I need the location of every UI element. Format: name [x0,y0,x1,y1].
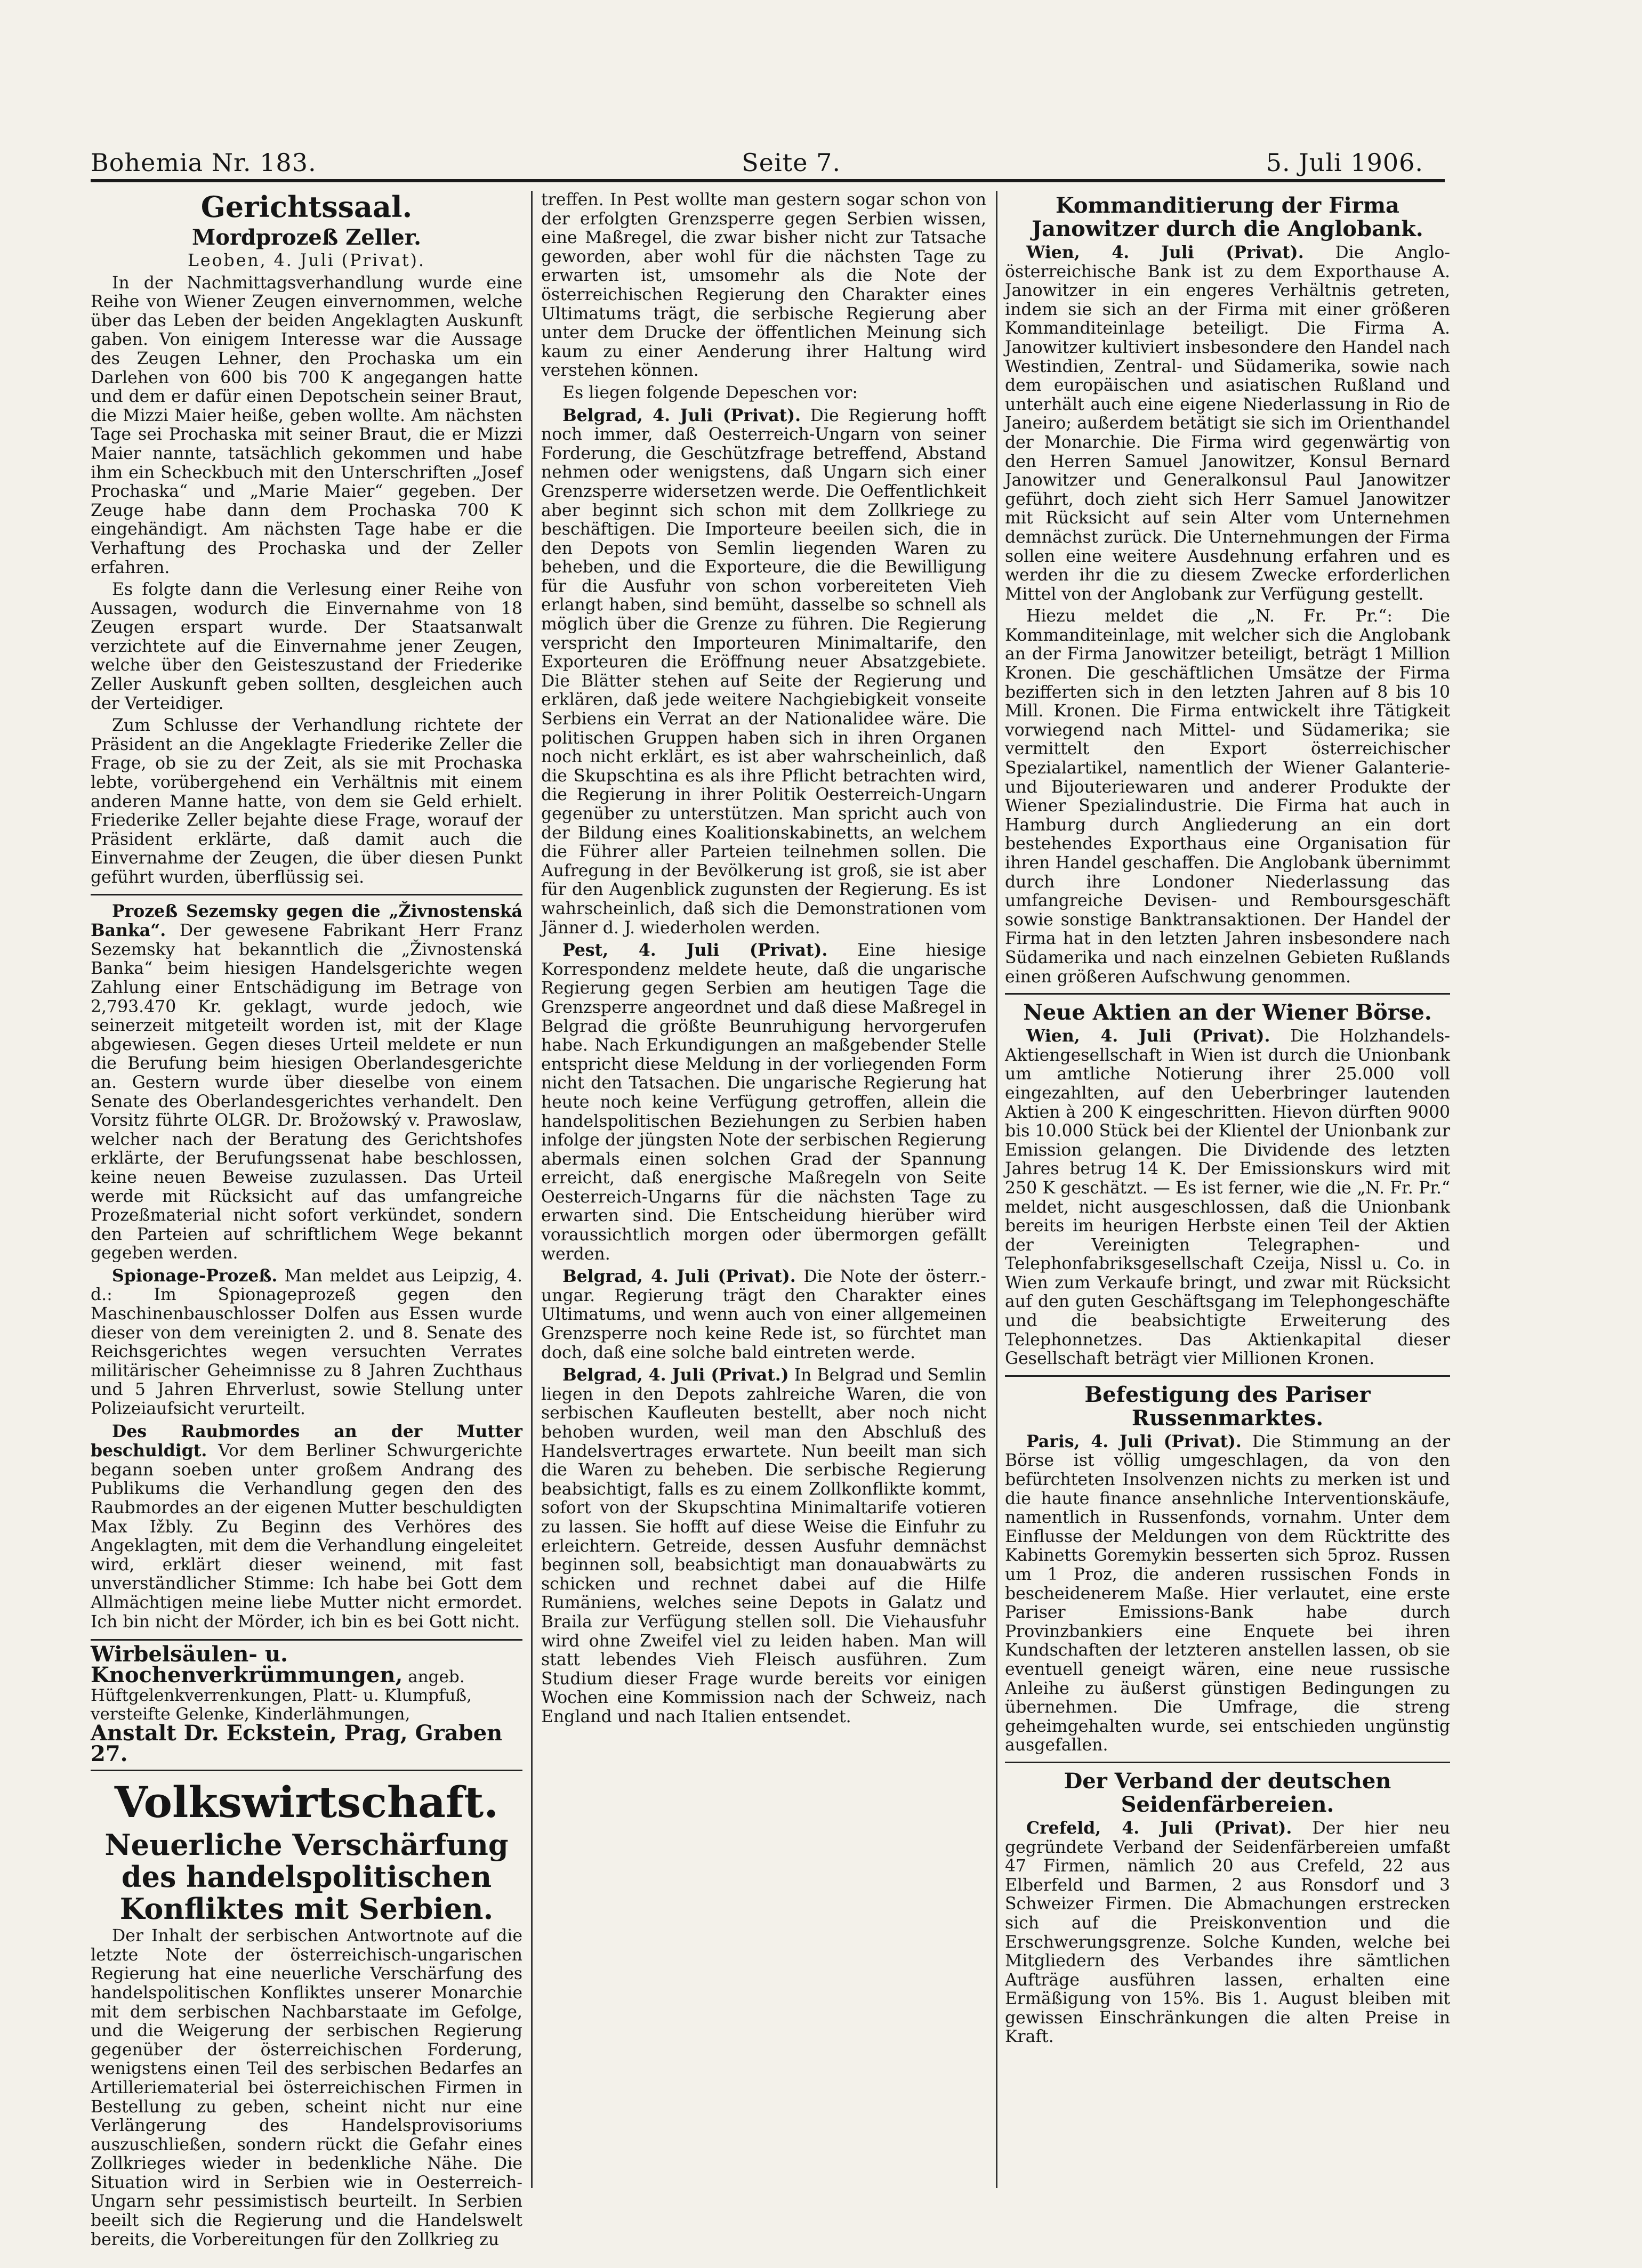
paragraph-text: Die Note der österr.-ungar. Regierung trägt den Charakter eines Ultimatums, und wenn auch von einer allgemeinen Grenzsperre noch keine Rede ist, so fürchtet man doch, daß eine solche bald eintreten werde. [541,1267,986,1362]
header-date: 5. Juli 1906. [1266,148,1423,177]
paragraph: Es liegen folgende Depeschen vor: [562,383,858,402]
column-1 [91,190,523,2249]
paragraph-text: Die Holzhandels-Aktiengesellschaft in Wien ist durch die Unionbank um amtliche Notierung ihrer 25.000 voll eingezahlten, auf den Ueberbringer lautenden Aktien à 200 K eingeschritten. Hievon dürften 9000 bis 10.000 Stück bei der Klientel der Unionbank zur Emission gelangen. Die Dividende des letzten Jahres betrug 14 K. Der Emissionskurs wird mit 250 K geschätzt. — Es ist ferner, wie die „N. Fr. Pr.“ meldet, nicht ausgeschlossen, daß die Unionbank bereits im heurigen Herbste einen Teil der Aktien der Vereinigten Telegraphen- und Telephonfabriksgesellschaft Czeija, Nissl u. Co. in Wien zum Verkaufe bringt, und zwar mit Rücksicht auf den guten Geschäftsgang im Telephongeschäfte und die beabsichtigte Erweiterung des Telephonnetzes. Das Aktienkapital dieser Gesellschaft beträgt vier Millionen Kronen. [1005,1027,1451,1369]
article-title: Mordprozeß Zeller. [191,225,422,250]
paragraph-text: Man meldet aus Leipzig, 4. d.: Im Spionageprozeß gegen den Maschinenbauschlosser Dolfen aus Essen wurde dieser von dem vereinigten 2. und 8. Senate des Reichsgerichtes wegen versuchten Verrates militärischer Geheimnisse zu 8 Jahren Zuchthaus und 5 Jahren Ehrverlust, sowie Stellung unter Polizeiaufsicht verurteilt. [91,1266,523,1419]
article-title: Kommanditierung der Firma Janowitzer durch die Anglobank. [1032,193,1423,241]
paragraph [541,406,986,938]
paragraph-lead: Crefeld, 4. Juli (Privat). [1026,1818,1292,1838]
paragraph [541,1366,986,1726]
paragraph-lead: Des Raubmordes an der Mutter beschuldigt. [91,1421,522,1461]
divider [1005,993,1450,995]
paragraph-text: Die Stimmung an der Börse ist völlig umgeschlagen, da von den befürchteten Insolvenzen nichts zu merken ist und die haute finance ansehnliche Interventionskäufe, namentlich in Russenfonds, vornahm. Unter dem Einflusse der Meldungen von dem Rücktritte des Kabinetts Goremykin besserten sich 5proz. Russen um 1 Proz, die anderen russischen Fonds in bescheidenerem Maße. Hier verlautet, eine erste Pariser Emissions-Bank habe durch Provinzbankiers eine Enquete bei ihren Kundschaften der letzteren anstellen lassen, ob sie eventuell geneigt wären, eine neue russische Anleihe zu äußerst günstigen Bedingungen zu übernehmen. Die Umfrage, die streng geheimgehalten wurde, sei entschieden ungünstig ausgefallen. [1005,1432,1451,1755]
ad-footer: Anstalt Dr. Eckstein, Prag, Graben 27. [91,1721,503,1767]
paragraph-text: Der hier neu gegründete Verband der Seidenfärbereien umfaßt 47 Firmen, nämlich 20 aus Crefeld, 22 aus Elberfeld und Barmen, 2 aus Ronsdorf und 3 Schweizer Firmen. Die Abmachungen erstrecken sich auf die Preiskonvention und die Erschwerungsgrenze. Solche Kunden, welche bei Mitgliedern des Verbandes ihre sämtlichen Aufträge ausführen lassen, erhalten eine Ermäßigung von 15%. Bis 1. August bleiben mit gewissen Einschränkungen die alten Preise in Kraft. [1005,1818,1450,2047]
paragraph-text: Die Anglo-österreichische Bank ist zu dem Exporthause A. Janowitzer in ein engeres Verhältnis getreten, indem sie sich an der Firma mit einer größeren Kommanditeinlage beteiligt. Die Firma A. Janowitzer kultiviert insbesondere den Handel nach Westindien, Zentral- und Südamerika, sowie nach dem europäischen und asiatischen Rußland und unterhält auch eine eigene Niederlassung in Rio de Janeiro; außerdem betätigt sie sich im Orienthandel der Monarchie. Die Firma wird gegenwärtig von den Herren Samuel Janowitzer, Konsul Bernard Janowitzer und Generalkonsul Paul Janowitzer geführt, doch zieht sich Herr Samuel Janowitzer mit Rücksicht auf sein Alter vom Unternehmen demnächst zurück. Die Unternehmungen der Firma sollen eine weitere Ausdehnung erfahren und es werden ihr die zu diesem Zwecke erforderlichen Mittel von der Anglobank zur Verfügung gestellt. [1005,243,1450,604]
article-title: Der Verband der deutschen Seidenfärbereien. [1064,1768,1391,1817]
paragraph: treffen. In Pest wollte man gestern sogar schon von der erfolgten Grenzsperre gegen Serbien wissen, eine Maßregel, die zwar bisher nicht zur Tatsache geworden, aber wohl für die nächsten Tage zu erwarten ist, umsomehr als die Note der österreichischen Regierung den Charakter eines Ultimatums trägt, die serbische Regierung aber unter dem Drucke der öffentlichen Meinung sich kaum zu einer Aenderung ihrer Haltung wird verstehen können. [541,190,986,381]
header-rule [91,179,1445,182]
column-2 [541,191,986,2188]
ad-text: angeb. Hüftgelenkverrenkungen, Platt- u. Klumpfuß, versteifte Gelenke, Kinderlähmungen, [91,1667,472,1724]
paragraph-text: Die Regierung hofft noch immer, daß Oesterreich-Ungarn von seiner Forderung, die Geschützfrage betreffend, Abstand nehmen oder wenigstens, daß Ungarn sich einer Grenzsperre widersetzen werde. Die Oeffentlichkeit aber beginnt sich schon mit dem Zollkriege zu beschäftigen. Die Importeure beeilen sich, die in den Depots von Semlin liegenden Waren zu beheben, und die Exporteure, die die Bewilligung für die Ausfuhr von schon vorbereiteten Vieh erlangt haben, sind bemüht, dasselbe so schnell als möglich über die Grenze zu führen. Die Regierung verspricht den Importeuren Minimaltarife, den Exporteuren die Eröffnung neuer Absatzgebiete. Die Blätter stehen auf Seite der Regierung und erklären, daß jede weitere Nachgiebigkeit vonseite Serbiens ein Verrat an der Nationalidee wäre. Die politischen Gruppen haben sich in ihren Organen noch nicht erklärt, es ist aber wahrscheinlich, daß die Skupschtina es als ihre Pflicht betrachten wird, die Regierung in ihrer Politik Oesterreich-Ungarn gegenüber zu unterstützen. Man spricht auch von der Bildung eines Koalitionskabinetts, an welchem die Führer aller Parteien teilnehmen sollen. Die Aufregung in der Bevölkerung ist groß, sie ist aber für den Augenblick zugunsten der Regierung. Es ist wahrscheinlich, daß sich die Demonstrationen vom Jänner d. J. wiederholen werden. [541,406,986,938]
paragraph [1005,1432,1450,1755]
article-title: Neuerliche Verschärfung des handelspolitischen Konfliktes mit Serbien. [104,1828,509,1926]
ad-title: Wirbelsäulen- u. Knochenverkrümmungen, [91,1642,403,1688]
divider [1005,1375,1450,1377]
advertisement [91,1639,522,1771]
section-heading: Volkswirtschaft. [114,1777,499,1828]
paragraph: In der Nachmittagsverhandlung wurde eine Reihe von Wiener Zeugen einvernommen, welche über das Leben der beiden Angeklagten Auskunft gaben. Von einigem Interesse war die Aussage des Zeugen Lehner, den Prochaska um ein Darlehen von 600 bis 700 K angegangen hatte und dem er dafür einen Depotschein seiner Braut, die Mizzi Maier heiße, geben wollte. Am nächsten Tage sei Prochaska mit seiner Braut, die er Mizzi Maier nannte, tatsächlich gekommen und habe ihm ein Scheckbuch mit den Unterschriften „Josef Prochaska“ und „Marie Maier“ gegeben. Der Zeuge habe dann dem Prochaska 700 K eingehändigt. Am nächsten Tage habe er die Verhaftung des Prochaska und der Zeller erfahren. [91,273,522,577]
column-3 [1005,191,1450,2188]
paragraph-lead: Prozeß Sezemsky gegen die „Živnostenská Banka“. [91,901,522,941]
paragraph-lead: Belgrad, 4. Juli (Privat.) [562,1365,789,1385]
paragraph-lead: Wien, 4. Juli (Privat). [1026,243,1304,262]
paragraph-lead: Belgrad, 4. Juli (Privat). [562,405,801,425]
paragraph: Der Inhalt der serbischen Antwortnote auf die letzte Note der österreichisch-ungarischen Regierung hat eine neuerliche Verschärfung des handelspolitischen Konfliktes unserer Monarchie mit dem serbischen Nachbarstaate im Gefolge, und die Weigerung der serbischen Regierung gegenüber der österreichischen Forderung, wenigstens einen Teil des serbischen Bedarfes an Artilleriematerial bei österreichischen Firmen in Bestellung zu geben, scheint nicht nur eine Verlängerung des Handelsprovisoriums auszuschließen, sondern rückt die Gefahr eines Zollkrieges wieder in bedenkliche Nähe. Die Situation wird in Serbien wie in Oesterreich-Ungarn sehr pessimistisch beurteilt. In Serbien beeilt sich die Regierung und die Handelswelt bereits, die Vorbereitungen für den Zollkrieg zu [91,1926,522,2249]
paragraph [1005,1027,1450,1369]
dateline: Leoben, 4. Juli (Privat). [188,251,425,270]
paragraph-lead: Pest, 4. Juli (Privat). [562,940,828,961]
paragraph [91,1422,522,1632]
header-issue: Bohemia Nr. 183. [91,148,317,177]
paragraph: Es folgte dann die Verlesung einer Reihe von Aussagen, wodurch die Einvernahme von 18 Zeugen erspart wurde. Der Staatsanwalt verzichtete auf die Einvernahme jener Zeugen, welche über den Geisteszustand der Friederike Zeller Auskunft geben sollten, desgleichen auch der Verteidiger. [91,580,522,713]
paragraph-lead: Paris, 4. Juli (Privat). [1026,1431,1242,1451]
paragraph [541,941,986,1264]
paragraph-lead: Wien, 4. Juli (Privat). [1026,1026,1270,1046]
paragraph [91,902,522,1263]
paragraph: Zum Schlusse der Verhandlung richtete der Präsident an die Angeklagte Friederike Zeller die Frage, ob sie zu der Zeit, als sie mit Prochaska lebte, vorübergehend ein Verhältnis mit einem anderen Manne hatte, von dem sie Geld erhielt. Friederike Zeller bejahte diese Frage, worauf der Präsident erklärte, daß damit auch die Einvernahme der Zeugen, die über diesen Punkt geführt wurden, überflüssig sei. [91,716,522,887]
divider [1005,1762,1450,1763]
paragraph [91,1266,522,1419]
paragraph [541,1267,986,1362]
article-title: Neue Aktien an der Wiener Börse. [1023,1000,1432,1026]
paragraph-text: Eine hiesige Korrespondenz meldete heute, daß die ungarische Regierung gegen Serbien am heutigen Tage die Grenzsperre angeordnet und daß diese Maßregel in Belgrad die größte Beunruhigung hervorgerufen habe. Nach Erkundigungen an maßgebender Stelle entspricht diese Meldung in der vorliegenden Form nicht den Tatsachen. Die ungarische Regierung hat heute noch keine Verfügung getroffen, allein die handelspolitischen Beziehungen zu Serbien haben infolge der jüngsten Note der serbischen Regierung abermals einen solchen Grad der Spannung erreicht, daß energische Maßregeln von Seite Oesterreich-Ungarns für die nächsten Tage zu erwarten sind. Die Entscheidung hierüber wird voraussichtlich morgen oder übermorgen gefällt werden. [541,941,986,1264]
page-header [91,140,1423,177]
paragraph-text: Der gewesene Fabrikant Herr Franz Sezemsky hat bekanntlich die „Živnostenská Banka“ beim hiesigen Handelsgerichte wegen Zahlung einer Entschädigung im Betrage von 2,793.470 Kr. geklagt, wurde jedoch, wie seinerzeit mitgeteilt worden ist, mit der Klage abgewiesen. Gegen dieses Urteil meldete er nun die Berufung beim hiesigen Oberlandesgerichte an. Gestern wurde über dieselbe von einem Senate des Oberlandesgerichtes verhandelt. Den Vorsitz führte OLGR. Dr. Brožowský v. Prawoslaw, welcher nach der Beratung des Gerichtshofes erklärte, der Berufungssenat habe beschlossen, keine neuen Beweise zuzulassen. Das Urteil werde mit Rücksicht auf das umfangreiche Prozeßmaterial nicht sofort verkündet, sondern den Parteien auf schriftlichem Wege bekannt gegeben werden. [91,921,523,1263]
paragraph [1005,1819,1450,2047]
header-page-number: Seite 7. [742,148,841,177]
column-divider [996,191,997,2188]
section-heading: Gerichtssaal. [200,190,413,224]
column-divider [531,191,533,2188]
paragraph-text: In Belgrad und Semlin liegen in den Depots zahlreiche Waren, die von serbischen Kaufleuten bestellt, aber noch nicht behoben wurden, weil man den Abschluß des Handelsvertrages erwartete. Nun beeilt man sich die Waren zu beheben. Die serbische Regierung beabsichtigt, falls es zu einem Zollkonflikte kommt, sofort von der Skupschtina Minimaltarife votieren zu lassen. Sie hofft auf diese Weise die Einfuhr zu erleichtern. Getreide, dessen Ausfuhr demnächst beginnen soll, beabsichtigt man donauabwärts zu schicken und rechnet dabei auf die Hilfe Rumäniens, welches seine Depots in Galatz und Braila zur Verfügung stellen soll. Die Viehausfuhr wird ohne Zweifel viel zu leiden haben. Man will statt lebendes Vieh Fleisch ausführen. Zum Studium dieser Frage wurde bereits vor einigen Wochen eine Kommission nach der Schweiz, nach England und nach Italien entsendet. [541,1366,986,1726]
paragraph: Hiezu meldet die „N. Fr. Pr.“: Die Kommanditeinlage, mit welcher sich die Anglobank an der Firma Janowitzer beteiligt, beträgt 1 Million Kronen. Die geschäftlichen Umsätze der Firma bezifferten sich in den letzten Jahren auf 8 bis 10 Mill. Kronen. Die Firma entwickelt ihre Tätigkeit vorwiegend nach Mittel- und Südamerika; sie vermittelt den Export österreichischer Spezialartikel, namentlich der Wiener Galanterie- und Bijouteriewaren und anderer Produkte der Wiener Spezialindustrie. Die Firma hat auch in Hamburg durch Angliederung an ein dort bestehendes Exporthaus eine Organisation für ihren Handel geschaffen. Die Anglobank übernimmt durch ihre Londoner Niederlassung das umfangreiche Devisen- und Remboursgeschäft sowie sonstige Banktransaktionen. Der Handel der Firma hat in den letzten Jahren insbesondere nach Südamerika und nach einzelnen Gebieten Rußlands einen größeren Aufschwung genommen. [1005,607,1450,987]
paragraph-lead: Belgrad, 4. Juli (Privat). [562,1266,796,1287]
divider [91,894,522,895]
paragraph [1005,243,1450,604]
paragraph-lead: Spionage-Prozeß. [112,1265,278,1286]
article-title: Befestigung des Pariser Russenmarktes. [1084,1382,1371,1431]
paragraph-text: Vor dem Berliner Schwurgerichte begann soeben unter großem Andrang des Publikums die Verhandlung gegen den des Raubmordes an der eigenen Mutter beschuldigten Max Ižbly. Zu Beginn des Verhöres des Angeklagten, mit dem die Verhandlung eingeleitet wird, erklärt dieser weinend, mit fast unverständlicher Stimme: Ich habe bei Gott dem Allmächtigen meine liebe Mutter nicht ermordet. Ich bin nicht der Mörder, ich bin es bei Gott nicht. [91,1441,522,1632]
